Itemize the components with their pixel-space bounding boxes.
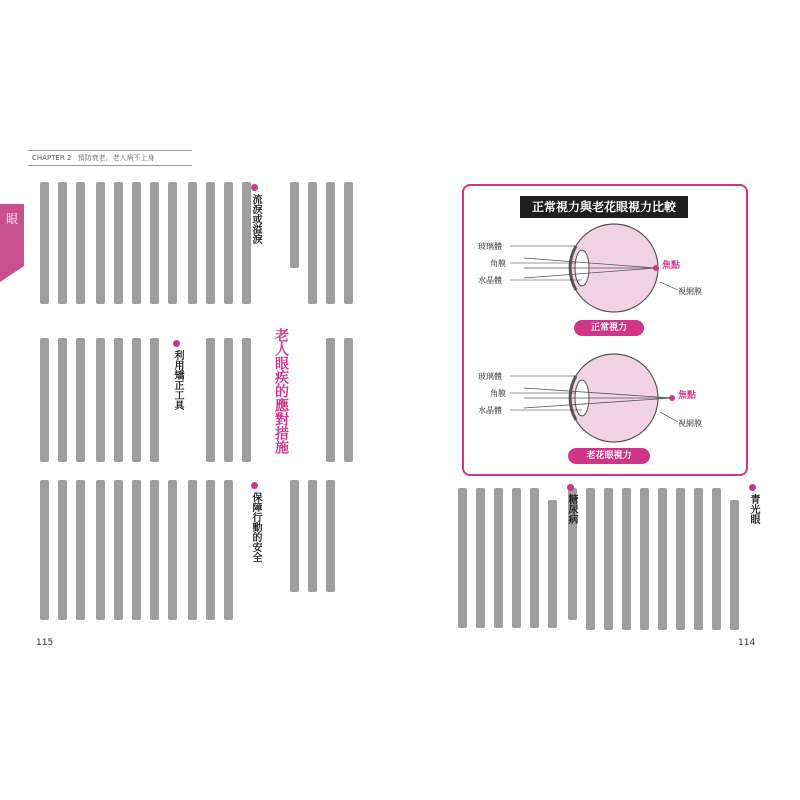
label-focus: 焦點 (662, 261, 681, 271)
subhead-bullet (749, 484, 756, 491)
label-lens: 水晶體 (478, 276, 502, 285)
eye-comparison-figure (462, 184, 748, 476)
subhead-glaucoma: 青光眼 (748, 494, 759, 524)
label-cornea: 角膜 (490, 389, 506, 398)
label-lens: 水晶體 (478, 406, 502, 415)
subhead-bullet (251, 184, 258, 191)
label-vitreous: 玻璃體 (478, 372, 502, 381)
subhead-safety: 保障行動的安全 (250, 492, 261, 562)
label-vitreous: 玻璃體 (478, 242, 502, 251)
label-retina: 視網膜 (678, 419, 702, 428)
figure-title: 正常視力與老花眼視力比較 (520, 196, 688, 218)
presbyopia-eye-illustration (510, 354, 678, 442)
presbyopia-vision-caption: 老花眼視力 (568, 448, 650, 464)
subhead-bullet (567, 484, 574, 491)
section-heading: 老人眼疾的應對措施 (273, 328, 289, 454)
subhead-bullet (251, 482, 258, 489)
side-tab-label: 眼 (6, 212, 19, 226)
page-number-right: 114 (738, 638, 756, 648)
label-focus: 焦點 (678, 391, 697, 401)
subhead-diabetes: 糖尿病 (566, 494, 577, 524)
subhead-bullet (173, 340, 180, 347)
chapter-number: CHAPTER 2 (32, 154, 72, 162)
normal-eye-illustration (510, 224, 681, 312)
side-tab-tip (0, 266, 24, 282)
subhead-tears: 流淚或溢淚 (250, 194, 261, 244)
page-number-left: 115 (36, 638, 54, 648)
subhead-correction-tools: 利用矯正工具 (172, 350, 183, 410)
label-retina: 視網膜 (678, 287, 702, 296)
label-cornea: 角膜 (490, 259, 506, 268)
normal-vision-caption: 正常視力 (574, 320, 644, 336)
chapter-header (28, 150, 192, 166)
chapter-title: 預防衰老，老人病不上身 (77, 154, 155, 162)
